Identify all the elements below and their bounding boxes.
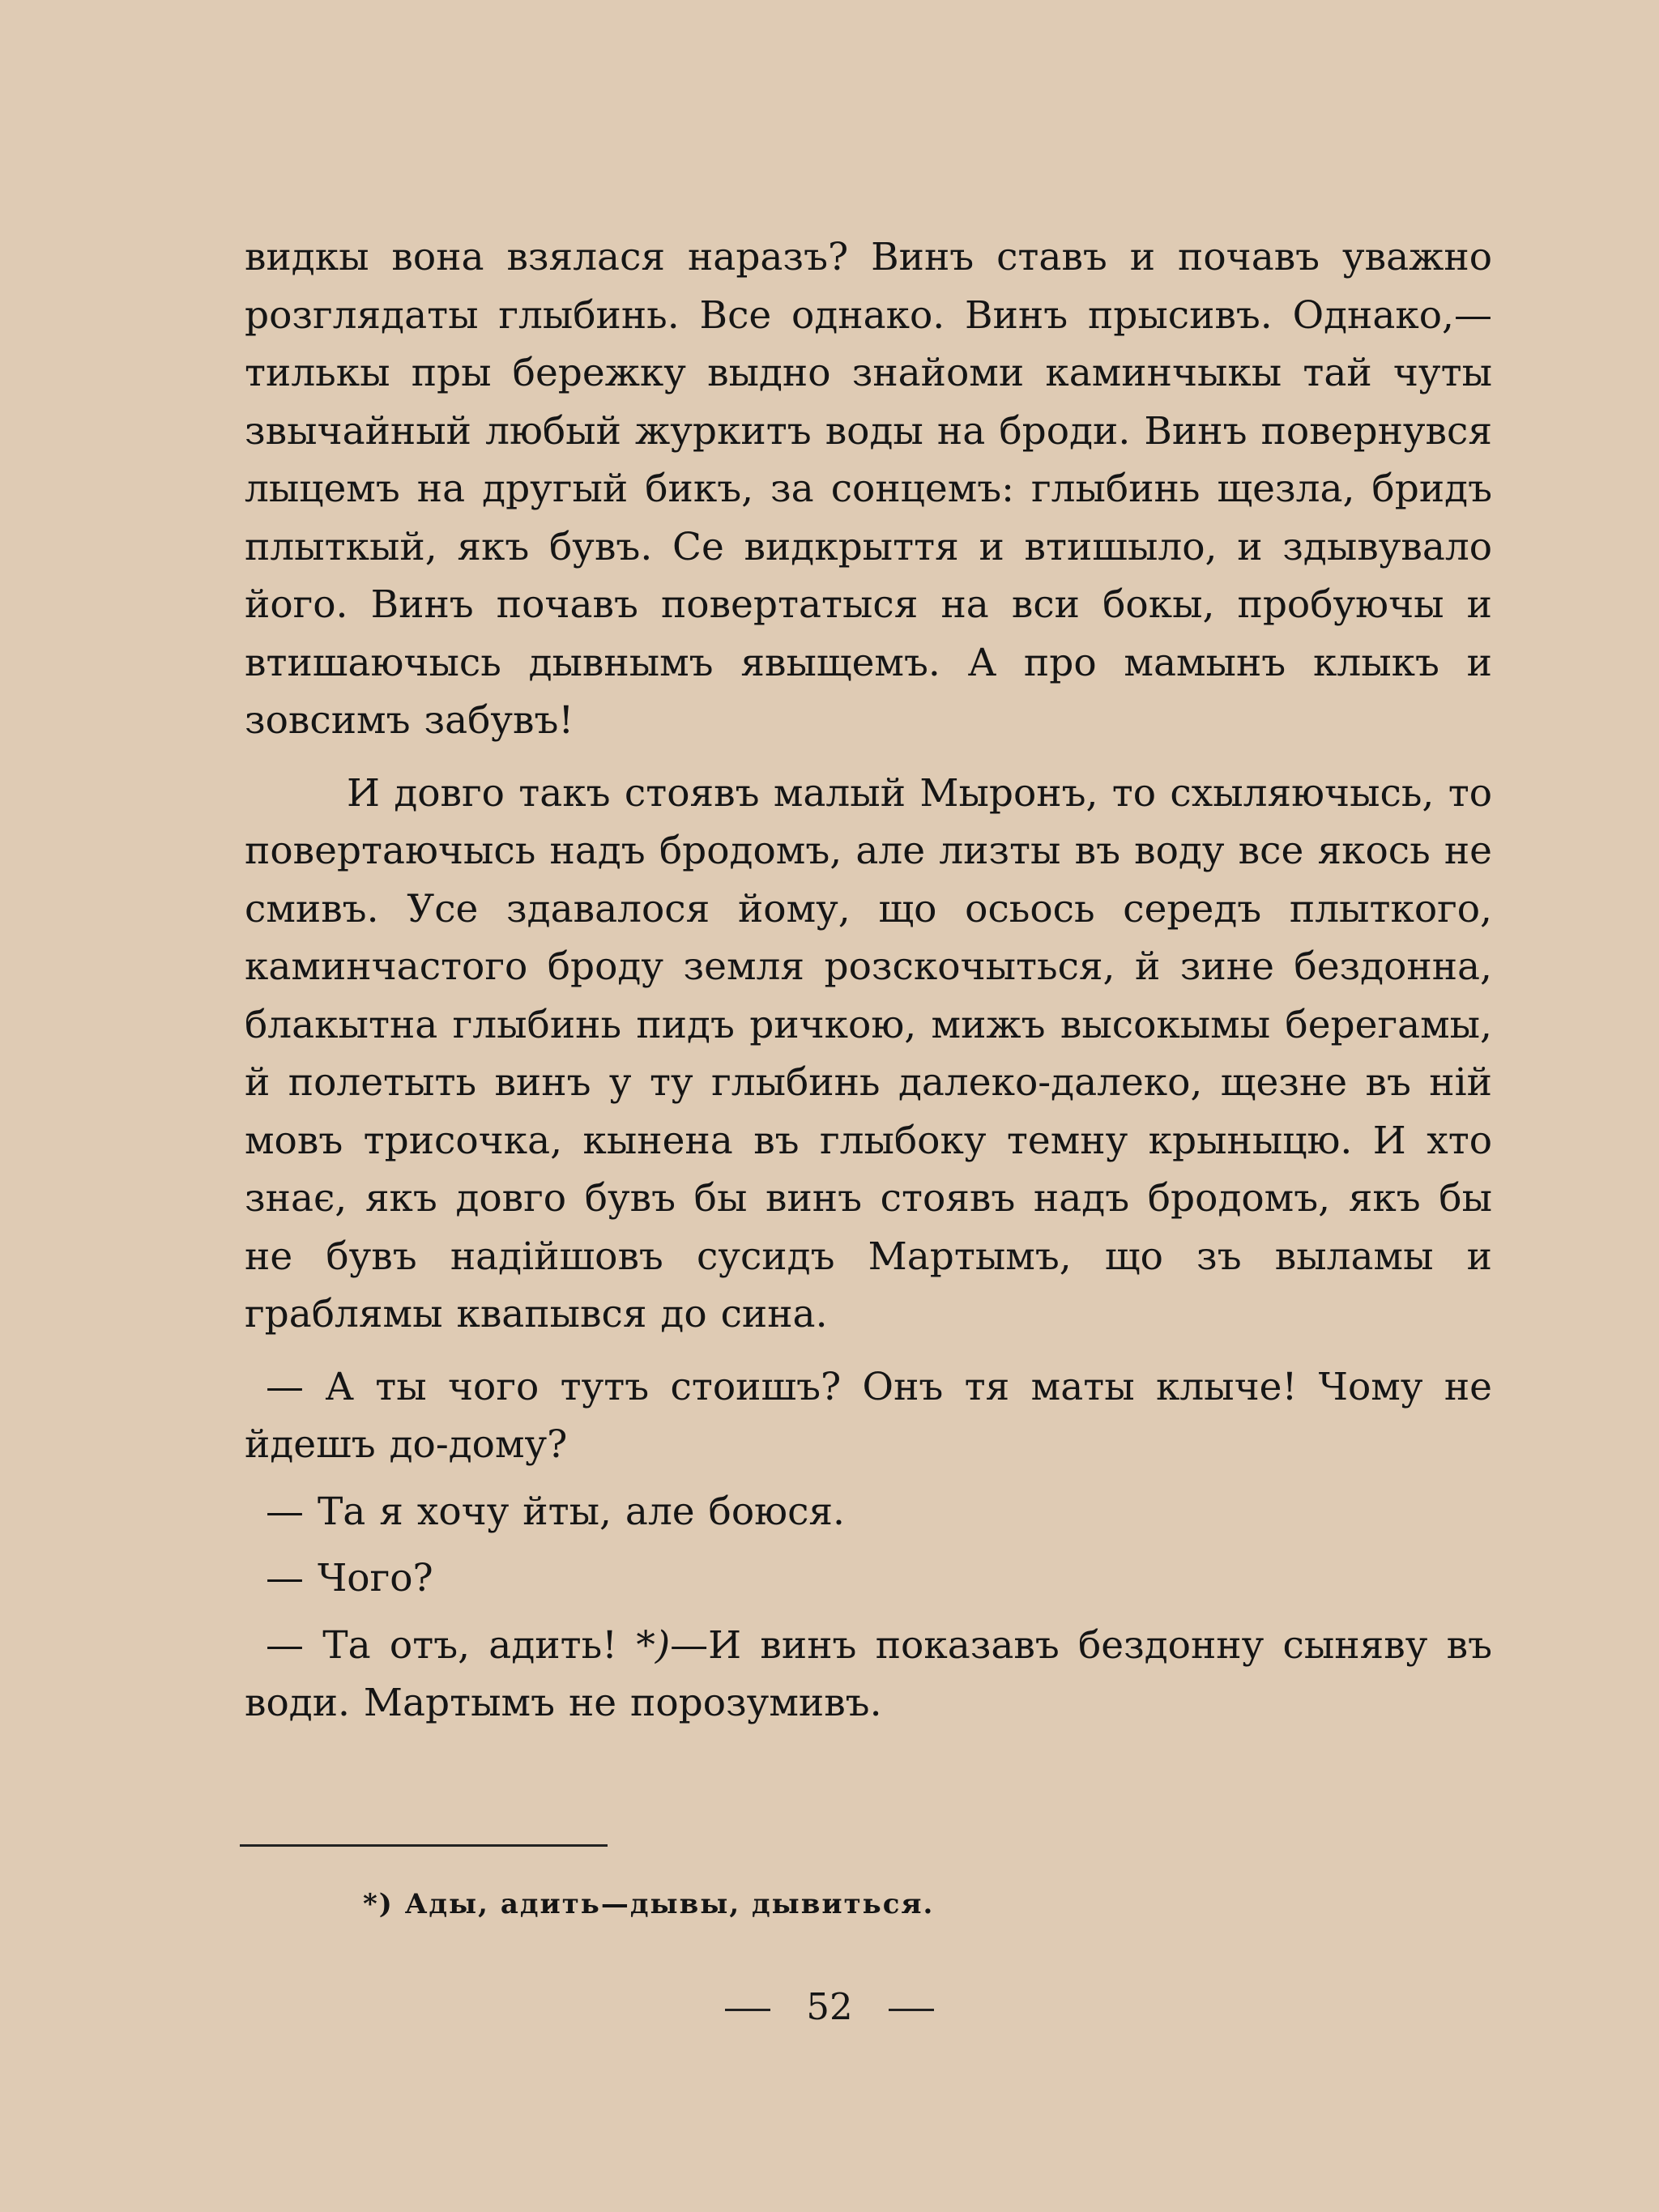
footnote-divider	[240, 1844, 608, 1847]
paragraph-2: И довго такъ стоявъ малый Мыронъ, то схыляючысь, то повертаючысь надъ бродомъ, але лизты въ воду все якось не смивъ. Усе здавалося йому, що осьось середъ плыткого, каминчастого броду земля розскочыться, й зине бездонна, блакытна глыбинь пидъ ричкою, мижъ высокымы берегамы, й полетыть винъ у ту глыбинь далеко-далеко, щезне въ ній мовъ трисочка, кынена въ глыбоку темну крыныцю. И хто знає, якъ довго бувъ бы винъ стоявъ надъ бродомъ, якъ бы не бувъ надійшовъ сусидъ Мартымъ, що зъ выламы и граблямы квапывся до сина.	[245, 770, 1492, 1336]
page-number-dash-right	[889, 2009, 934, 2011]
dialogue-line-4-start: — Та отъ, адить!	[266, 1622, 637, 1668]
page-number-value: 52	[806, 1985, 853, 2028]
dialogue-line-4	[245, 1617, 1492, 1733]
paragraph-1: видкы вона взялася наразъ? Винъ ставъ и почавъ уважно розглядаты глыбинь. Все однако. Винъ прысивъ. Однако,—тилькы пры бережку выдно знайоми каминчыкы тай чуты звычайный любый журкитъ воды на броди. Винъ повернувся лыцемъ на другый бикъ, за сонцемъ: глыбинь щезла, бридъ плыткый, якъ бувъ. Се видкрыття и втишыло, и здывувало його. Винъ почавъ повертатыся на вси бокы, пробуючы и втишаючысь дывнымъ явыщемъ. А про мамынъ клыкъ и зовсимъ забувъ!	[245, 235, 1492, 743]
dialogue-line-2: — Та я хочу йты, але боюся.	[266, 1489, 845, 1534]
dialogue-line-4-end: —И винъ показавъ бездонну сыняву въ води. Мартымъ не порозумивъ.	[245, 1622, 1492, 1725]
page-number-dash-left	[725, 2009, 770, 2011]
main-text	[245, 228, 1492, 1733]
page-number	[0, 1983, 1659, 2031]
dialogue-line-1: — А ты чого тутъ стоишъ? Онъ тя маты клыче! Чому не йдешъ до-дому?	[245, 1364, 1492, 1467]
footnote: *) Ады, адить—дывы, дывиться.	[363, 1888, 935, 1920]
footnote-marker: *)	[636, 1622, 671, 1668]
dialogue-line-3: — Чого?	[266, 1556, 433, 1600]
